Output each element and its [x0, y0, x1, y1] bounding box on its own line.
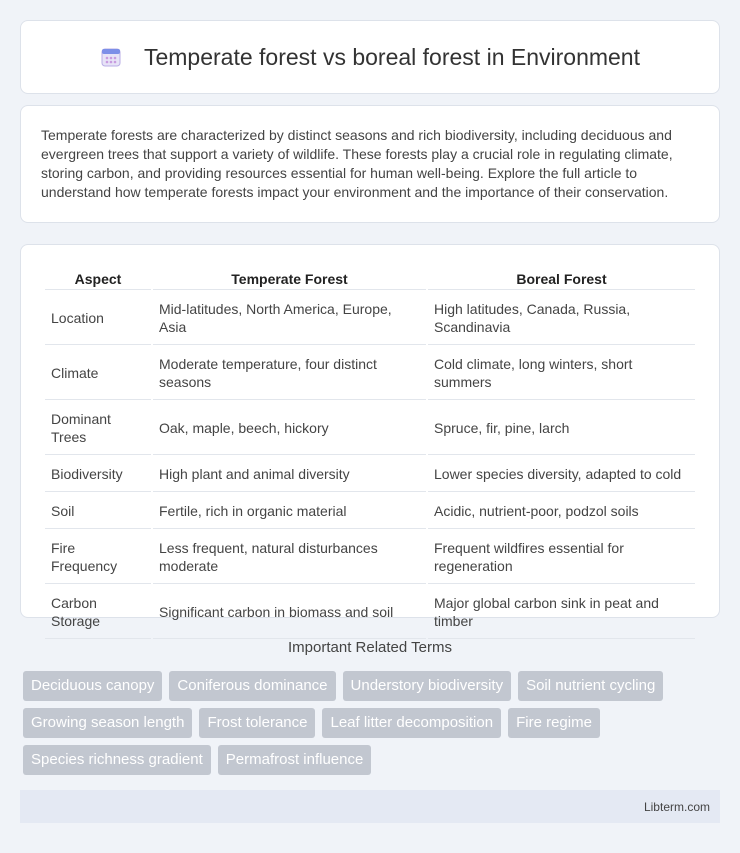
related-term-tag[interactable]: Deciduous canopy — [23, 671, 162, 701]
temperate-cell: High plant and animal diversity — [153, 457, 426, 492]
related-term-tag[interactable]: Coniferous dominance — [169, 671, 335, 701]
boreal-cell: Cold climate, long winters, short summers — [428, 347, 695, 400]
boreal-cell: Lower species diversity, adapted to cold — [428, 457, 695, 492]
aspect-cell: Location — [45, 292, 151, 345]
table-row — [45, 402, 695, 455]
aspect-cell: Soil — [45, 494, 151, 529]
page-title: Temperate forest vs boreal forest in Environment — [143, 43, 640, 70]
aspect-cell: Fire Frequency — [45, 531, 151, 584]
related-term-tag[interactable]: Soil nutrient cycling — [518, 671, 663, 701]
column-header-boreal: Boreal Forest — [428, 267, 695, 290]
table-row — [45, 494, 695, 529]
boreal-cell: Spruce, fir, pine, larch — [428, 402, 695, 455]
aspect-cell: Biodiversity — [45, 457, 151, 492]
temperate-cell: Significant carbon in biomass and soil — [153, 586, 426, 639]
temperate-cell: Moderate temperature, four distinct seasons — [153, 347, 426, 400]
intro-text: Temperate forests are characterized by distinct seasons and rich biodiversity, including deciduous and evergreen trees that support a variety of wildlife. These forests play a crucial role in regulating climate, storing carbon, and providing resources essential for human well-being. Explore the full article to understand how temperate forests impact your environment and the importance of their conservation. — [41, 127, 673, 200]
table-row — [45, 531, 695, 584]
table-header-row — [45, 267, 695, 290]
related-terms-list — [23, 671, 723, 775]
related-term-tag[interactable]: Understory biodiversity — [343, 671, 512, 701]
related-term-tag[interactable]: Leaf litter decomposition — [322, 708, 501, 738]
aspect-cell: Climate — [45, 347, 151, 400]
table-row — [45, 457, 695, 492]
title-card — [20, 20, 720, 94]
related-term-tag[interactable]: Fire regime — [508, 708, 600, 738]
temperate-cell: Fertile, rich in organic material — [153, 494, 426, 529]
temperate-cell: Less frequent, natural disturbances moderate — [153, 531, 426, 584]
related-terms-heading: Important Related Terms — [288, 639, 452, 656]
table-row — [45, 292, 695, 345]
table-row — [45, 347, 695, 400]
aspect-cell: Carbon Storage — [45, 586, 151, 639]
column-header-aspect: Aspect — [45, 267, 151, 290]
related-term-tag[interactable]: Growing season length — [23, 708, 192, 738]
related-term-tag[interactable]: Frost tolerance — [199, 708, 315, 738]
footer-brand-link[interactable]: Libterm.com — [643, 799, 710, 814]
boreal-cell: Frequent wildfires essential for regeneration — [428, 531, 695, 584]
boreal-cell: Major global carbon sink in peat and timber — [428, 586, 695, 639]
table-row — [45, 586, 695, 639]
column-header-temperate: Temperate Forest — [153, 267, 426, 290]
related-term-tag[interactable]: Permafrost influence — [218, 745, 372, 775]
boreal-cell: High latitudes, Canada, Russia, Scandinavia — [428, 292, 695, 345]
temperate-cell: Mid-latitudes, North America, Europe, Asia — [153, 292, 426, 345]
aspect-cell: Dominant Trees — [45, 402, 151, 455]
related-term-tag[interactable]: Species richness gradient — [23, 745, 211, 775]
boreal-cell: Acidic, nutrient-poor, podzol soils — [428, 494, 695, 529]
temperate-cell: Oak, maple, beech, hickory — [153, 402, 426, 455]
intro-card — [20, 105, 720, 223]
footer — [20, 790, 720, 823]
calendar-icon — [100, 46, 122, 68]
comparison-card — [20, 244, 720, 629]
comparison-table — [43, 265, 697, 641]
